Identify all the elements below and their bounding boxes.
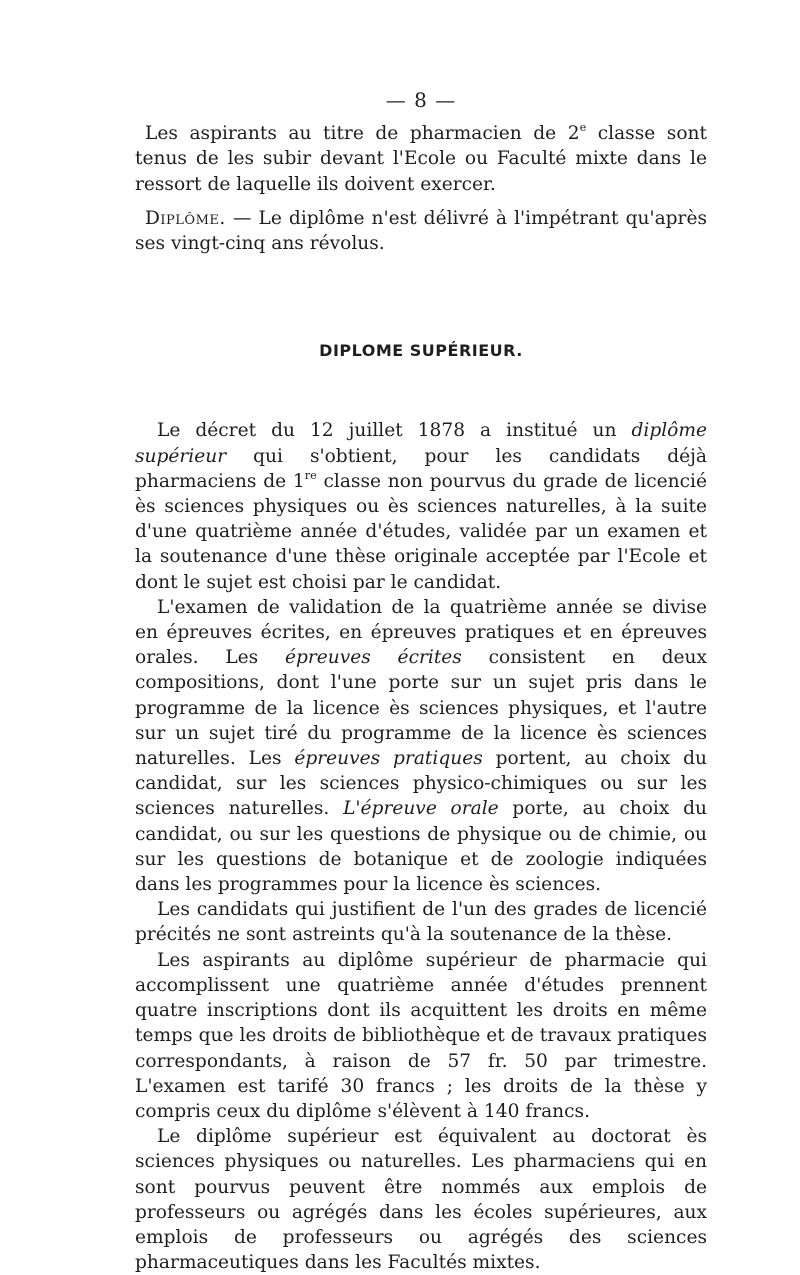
section-paragraph-1 [135,418,707,594]
diplome-paragraph [135,206,707,256]
section-paragraph-5: Le diplôme supérieur est équivalent au doctorat ès sciences physiques ou naturelles. Les pharmaciens qui en sont pourvus peuvent être nommés aux emplois de professeurs ou agrégés dans les écoles supérieures, aux emplois de professeurs ou agrégés des sciences pharmaceutiques dans les Facultés mixtes. [135,1126,707,1274]
diplome-label: Diplôme. [145,207,226,229]
intro-text-b: classe sont tenus de les subir devant l'Ecole ou Faculté mixte dans le ressort de laquelle ils doivent exercer. [135,123,707,195]
p2-text-b: consistent en deux compositions, dont l'une porte sur un sujet pris dans le programme de la licence ès sciences physiques, et l'autre sur un sujet tiré du programme de la licence ès sciences naturelles. Les [135,647,707,770]
p1-superscript: re [304,469,317,483]
section-paragraph-4: Les aspirants au diplôme supérieur de pharmacie qui accomplissent une quatrième année d'études prennent quatre inscriptions dont ils acquittent les droits en même temps que les droits de bibliothèque et de travaux pratiques correspondants, à raison de 57 fr. 50 par trimestre. L'examen est tarifé 30 francs ; les droits de la thèse y compris ceux du diplôme s'élèvent à 140 francs. [135,949,707,1122]
p1-italic-diplome: diplôme supérieur [135,420,707,467]
p2-text-a: L'examen de validation de la quatrième année se divise en épreuves écrites, en épreuves pratiques et en épreuves orales. Les [135,596,707,669]
p1-text-b: qui s'obtient, pour les candidats déjà pharmaciens de 1 [135,445,707,492]
p1-text-c: classe non pourvus du grade de licencié ès sciences physiques ou ès sciences naturelles, à la suite d'une quatrième année d'études, validée par un examen et la soutenance d'une thèse originale acceptée par l'Ecole et dont le sujet est choisi par le candidat. [135,470,708,593]
diplome-text: — Le diplôme n'est délivré à l'impétrant qu'après ses vingt-cinq ans révolus. [135,207,707,255]
p2-italic-pratiques: épreuves pratiques [294,748,483,770]
page-number: — 8 — [385,88,457,112]
section-title: DIPLOME SUPÉRIEUR. [319,341,523,361]
section-paragraph-2 [135,595,707,897]
p1-text-a: Le décret du 12 juillet 1878 a institué un [157,420,632,442]
document-page [135,88,707,1275]
intro-text-a: Les aspirants au titre de pharmacien de 2 [145,123,580,145]
section-paragraph-3: Les candidats qui justifient de l'un des grades de licencié précités ne sont astreints qu'à la soutenance de la thèse. [135,899,707,946]
ordinal-superscript: e [579,121,587,135]
p2-text-d: porte, au choix du candidat, ou sur les questions de physique ou de chimie, ou sur les questions de botanique et de zoologie indiquées dans les programmes pour la licence ès sciences. [135,798,707,896]
p2-italic-orale: L'épreuve orale [343,798,499,820]
p2-text-c: portent, au choix du candidat, sur les sciences physico-chimiques ou sur les sciences naturelles. [135,748,707,820]
p2-italic-ecrites: épreuves écrites [284,647,462,669]
intro-paragraph [135,121,707,197]
